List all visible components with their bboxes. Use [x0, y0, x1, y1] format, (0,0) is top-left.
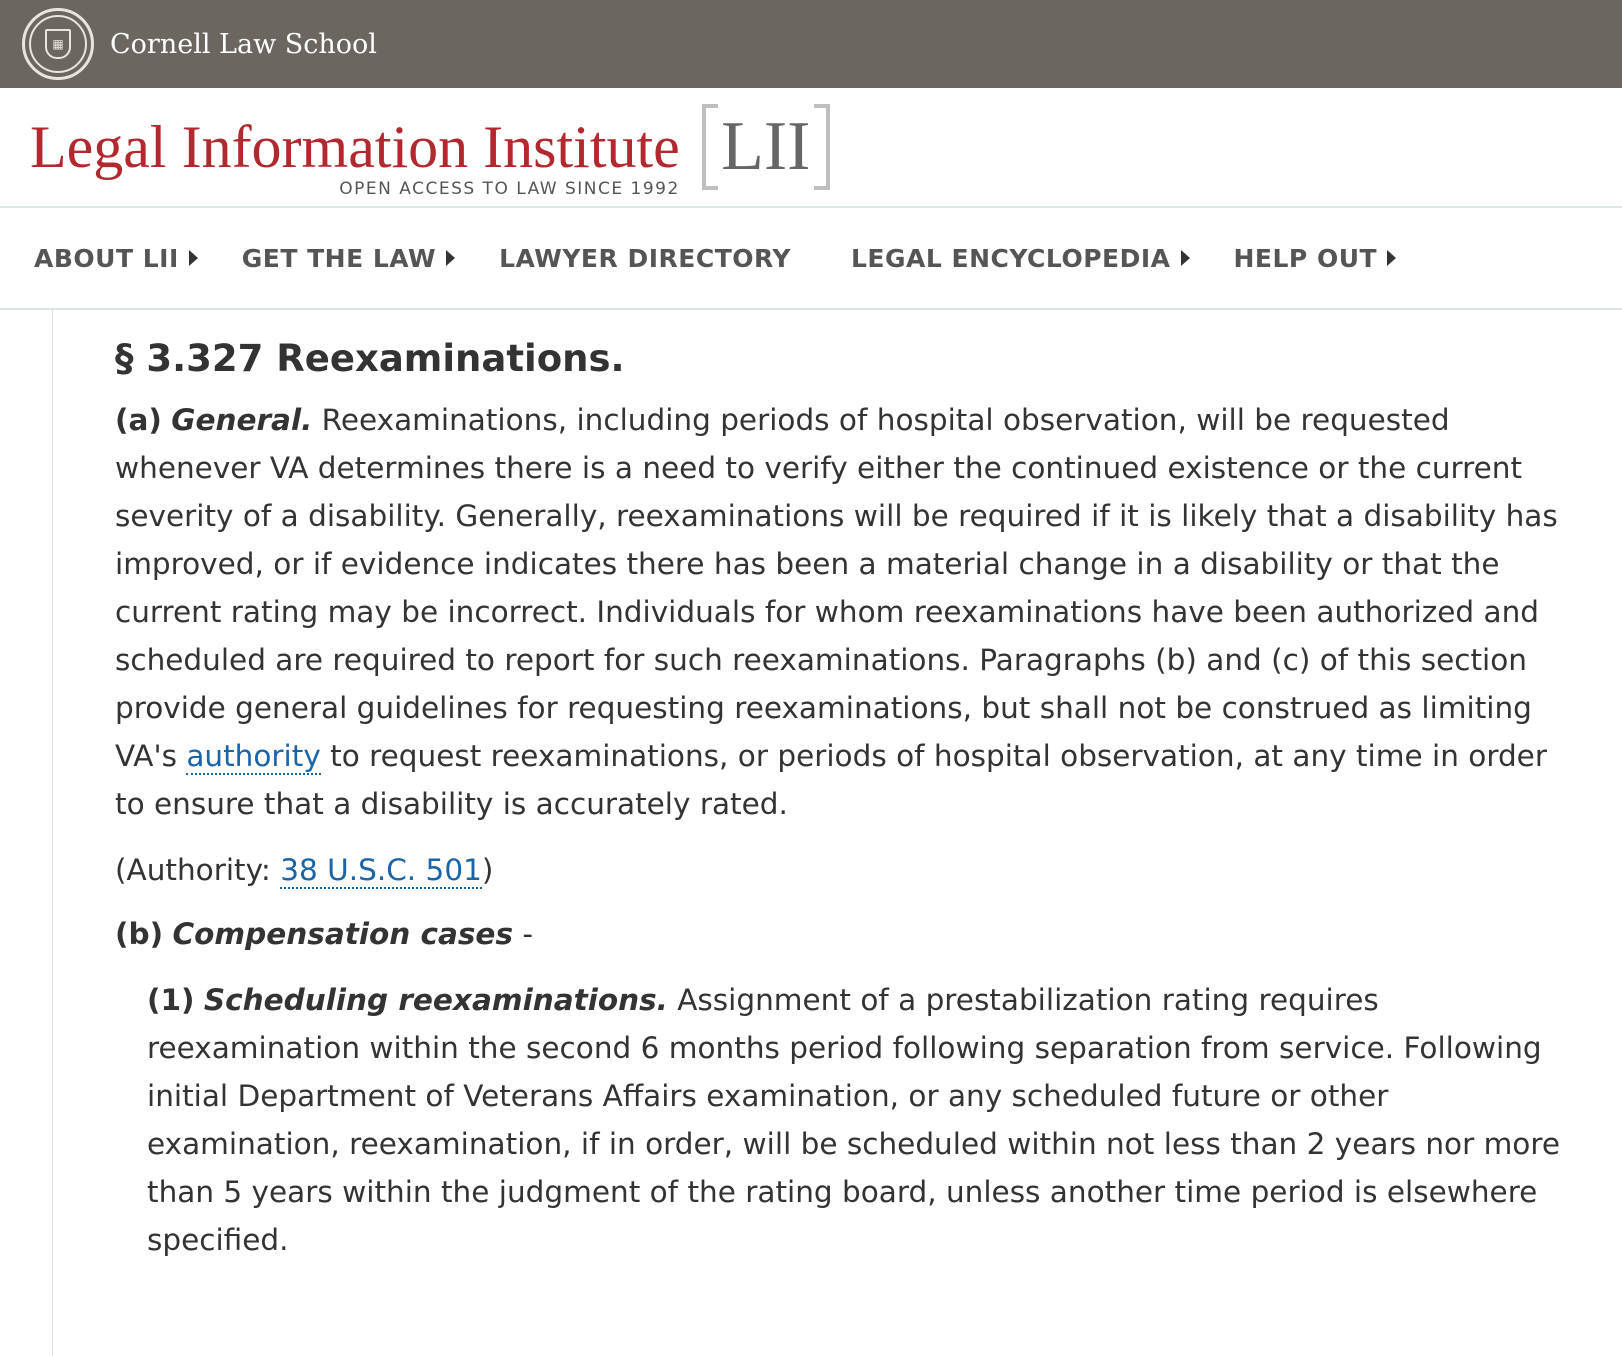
- authority-prefix: (Authority:: [115, 853, 281, 887]
- nav-item-help-out[interactable]: [1234, 244, 1397, 273]
- nav-item-get-the-law[interactable]: [242, 244, 455, 273]
- caret-right-icon: [1387, 250, 1396, 266]
- lii-bracket-logo[interactable]: [702, 104, 830, 190]
- caret-right-icon: [1181, 250, 1190, 266]
- paragraph-text: -: [513, 917, 534, 951]
- main-nav: [0, 208, 1622, 310]
- paragraph-heading: General.: [171, 403, 313, 437]
- caret-right-icon: [446, 250, 455, 266]
- usc-citation-link[interactable]: 38 U.S.C. 501: [280, 853, 482, 887]
- authority-definition-link[interactable]: authority: [186, 739, 321, 773]
- nav-label: HELP OUT: [1233, 243, 1378, 273]
- paragraph-mark: (b): [115, 917, 164, 951]
- authority-citation: [115, 846, 1582, 894]
- paragraph-heading: Compensation cases: [172, 917, 514, 951]
- lii-title: Legal Information Institute: [30, 114, 680, 180]
- cornell-law-school-link[interactable]: Cornell Law School: [110, 28, 377, 60]
- seal-ring: [29, 15, 87, 73]
- lii-header: [0, 88, 1622, 208]
- paragraph-mark: (a): [115, 403, 162, 437]
- nav-item-legal-encyclopedia[interactable]: [851, 244, 1190, 273]
- paragraph-heading: Scheduling reexaminations.: [203, 983, 668, 1017]
- authority-suffix: ): [481, 853, 494, 887]
- paragraph-text: to request reexaminations, or periods of hospital observation, at any time in order to ensure that a disability is accurately rated.: [115, 739, 1547, 821]
- lii-tagline: OPEN ACCESS TO LAW SINCE 1992: [339, 179, 680, 199]
- paragraph-b: [115, 910, 1582, 958]
- paragraph-text: Assignment of a prestabilization rating requires reexamination within the second 6 months period following separation from service. Following initial Department of Veterans Affairs examination, or any scheduled future or other examination, reexamination, if in order, will be scheduled within not less than 2 years nor more than 5 years within the judgment of the rating board, unless another time period is elsewhere specified.: [147, 983, 1560, 1257]
- paragraph-a: [115, 396, 1582, 828]
- shield-icon: ▦: [45, 29, 71, 59]
- caret-right-icon: [189, 250, 198, 266]
- lii-logo-text: LII: [721, 108, 811, 185]
- nav-item-about-lii[interactable]: [34, 244, 198, 273]
- lii-wordmark[interactable]: [30, 114, 680, 199]
- paragraph-text: Reexaminations, including periods of hospital observation, will be requested whenever VA determines there is a need to verify either the continued existence or the current severity of a disability. Generally, reexaminations will be required if it is likely that a disability has improved, or if evidence indicates there has been a material change in a disability or that the current rating may be incorrect. Individuals for whom reexaminations have been authorized and scheduled are required to report for such reexaminations. Paragraphs (b) and (c) of this section provide general guidelines for requesting reexaminations, but shall not be construed as limiting VA's: [115, 403, 1558, 773]
- regulation-content: [52, 310, 1622, 1356]
- nav-item-lawyer-directory[interactable]: [499, 244, 791, 273]
- paragraph-mark: (1): [147, 983, 195, 1017]
- nav-label: LEGAL ENCYCLOPEDIA: [850, 243, 1171, 273]
- cornell-seal-logo[interactable]: [22, 8, 94, 80]
- paragraph-b-1: [115, 976, 1582, 1264]
- cornell-top-bar: [0, 0, 1622, 88]
- nav-label: GET THE LAW: [241, 243, 437, 273]
- section-title: § 3.327 Reexaminations.: [115, 337, 625, 380]
- nav-label: ABOUT LII: [34, 243, 179, 273]
- nav-label: LAWYER DIRECTORY: [499, 243, 791, 273]
